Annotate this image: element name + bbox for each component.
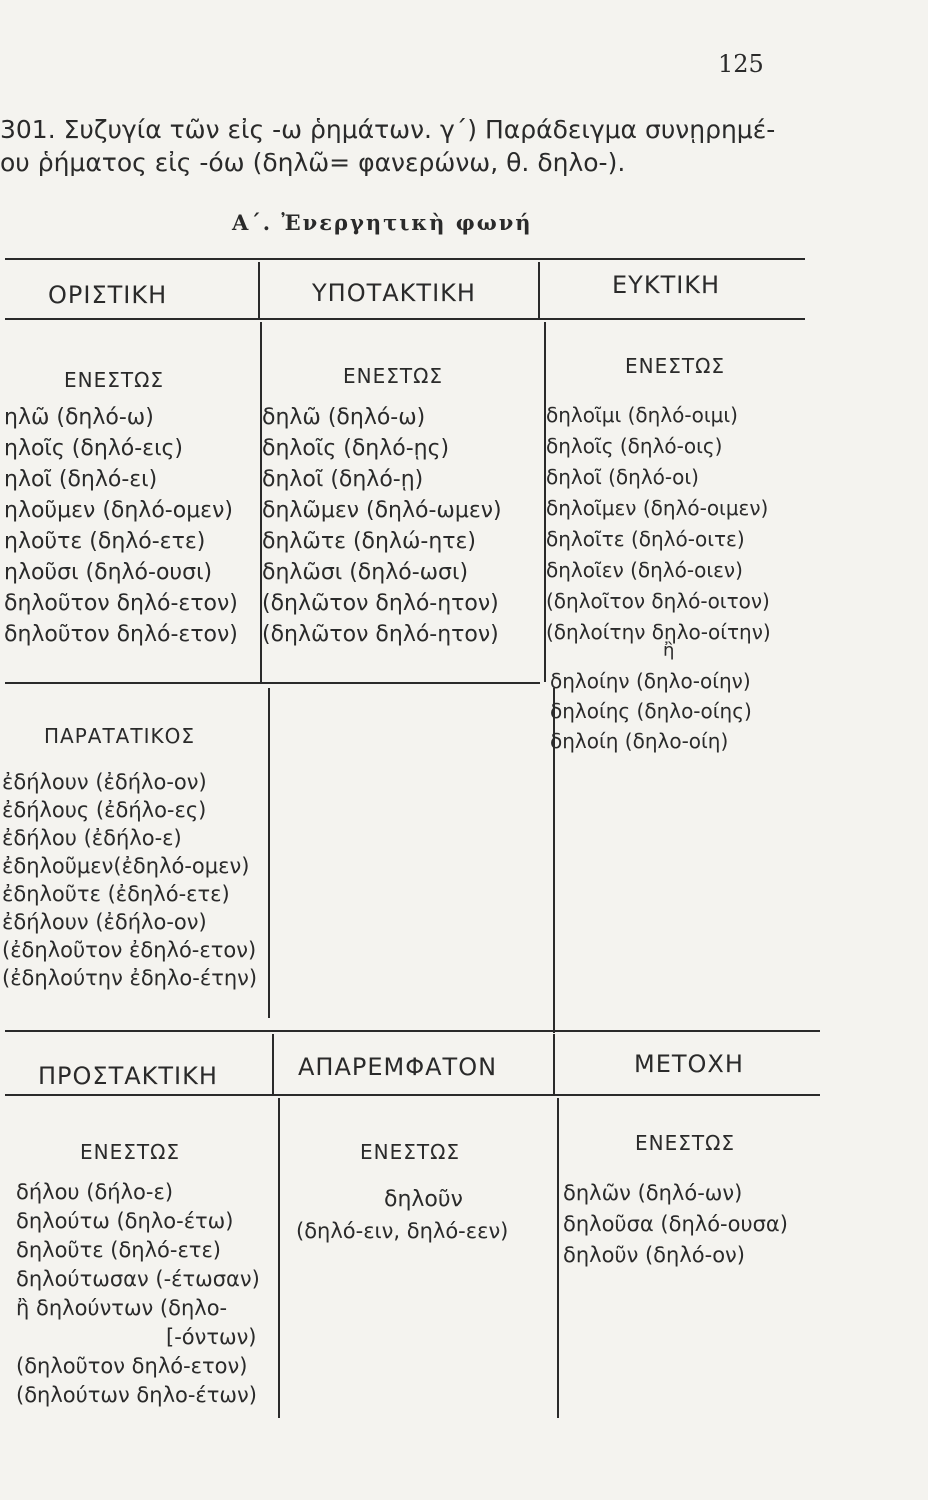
- subjunctive-present-label: ΕΝΕΣΤΩΣ: [343, 364, 444, 388]
- form-line: (ἐδηλοῦτον ἐδηλό-ετον): [2, 938, 257, 962]
- form-line: [-όντων): [166, 1325, 257, 1349]
- optative-alternative-forms: [550, 666, 752, 756]
- form-line: δηλοῦτον δηλό-ετον): [4, 591, 238, 616]
- form-line: δηλοῖεν (δηλό-οιεν): [546, 558, 743, 582]
- form-line: δηλοῖς (δηλό-οις): [546, 434, 723, 458]
- section-title: Α΄. Ἐνεργητικὴ φωνή: [232, 210, 533, 235]
- infinitive-present-form: δηλοῦν: [384, 1187, 463, 1212]
- page-number: 125: [718, 50, 764, 78]
- col-header-participle: ΜΕΤΟΧΗ: [634, 1050, 744, 1078]
- form-line: ἢ δηλούντων (δηλο-: [16, 1296, 228, 1320]
- imperative-present-forms: [16, 1178, 260, 1410]
- col-header-indicative: ΟΡΙΣΤΙΚΗ: [48, 281, 168, 309]
- form-line: ηλοῖς (δηλό-εις): [4, 436, 184, 461]
- top-table-mid-rule: [5, 682, 540, 684]
- form-line: ηλοῦσι (δηλό-ουσι): [4, 560, 213, 585]
- bottom-table-divider-1: [272, 1034, 274, 1094]
- indicative-imperfect-forms: [2, 768, 257, 992]
- form-line: ηλοῖ (δηλό-ει): [4, 467, 158, 492]
- col-header-optative: ΕΥΚΤΙΚΗ: [612, 271, 721, 299]
- bottom-table-divider-2: [553, 1034, 555, 1094]
- form-line: δηλούτωσαν (-έτωσαν): [16, 1267, 260, 1291]
- col-header-subjunctive: ΥΠΟΤΑΚΤΙΚΗ: [312, 279, 476, 307]
- optative-present-forms: [546, 400, 771, 648]
- bottom-table-rule-top: [5, 1030, 820, 1032]
- form-line: (δηλοῦτον δηλό-ετον): [16, 1354, 248, 1378]
- form-line: δηλούτω (δηλο-έτω): [16, 1209, 234, 1233]
- form-line: δηλοῦν (δηλό-ον): [563, 1243, 745, 1267]
- form-line: ἐδηλοῦμεν(ἐδηλό-ομεν): [2, 854, 250, 878]
- form-line: ηλοῦμεν (δηλό-ομεν): [4, 498, 233, 523]
- form-line: δηλοίην (δηλο-οίην): [550, 669, 751, 693]
- col-header-infinitive: ΑΠΑΡΕΜΦΑΤΟΝ: [298, 1053, 498, 1081]
- form-line: δηλοῖμι (δηλό-οιμι): [546, 403, 738, 427]
- participle-present-label: ΕΝΕΣΤΩΣ: [635, 1131, 736, 1155]
- form-line: δηλοῖμεν (δηλό-οιμεν): [546, 496, 769, 520]
- bottom-table-divider-2-body: [557, 1098, 559, 1418]
- form-line: (δηλούτων δηλο-έτων): [16, 1383, 257, 1407]
- optative-or-label: ἢ: [663, 640, 675, 661]
- form-line: δηλῶσι (δηλό-ωσι): [262, 560, 469, 585]
- form-line: ἐδήλουν (ἐδήλο-ον): [2, 770, 207, 794]
- imperative-present-label: ΕΝΕΣΤΩΣ: [80, 1140, 181, 1164]
- form-line: δηλοῖ (δηλό-οι): [546, 465, 699, 489]
- form-line: (δηλοίτην δηλο-οίτην): [546, 620, 771, 644]
- form-line: δήλου (δήλο-ε): [16, 1180, 174, 1204]
- col-header-imperative: ΠΡΟΣΤΑΚΤΙΚΗ: [38, 1062, 218, 1090]
- form-line: δηλοῖς (δηλό-ῃς): [262, 436, 450, 461]
- form-line: ηλοῦτε (δηλό-ετε): [4, 529, 206, 554]
- form-line: δηλοῦτον δηλό-ετον): [4, 622, 238, 647]
- optative-present-label: ΕΝΕΣΤΩΣ: [625, 354, 726, 378]
- top-table-divider-1: [258, 262, 260, 319]
- form-line: (δηλῶτον δηλό-ητον): [262, 591, 499, 616]
- form-line: δηλοῖτε (δηλό-οιτε): [546, 527, 745, 551]
- form-line: δηλῶ (δηλό-ω): [262, 405, 426, 430]
- heading-line-2: ου ῥήματος εἰς -όω (δηλῶ= φανερώνω, θ. δηλο-).: [0, 148, 626, 177]
- subjunctive-present-forms: [262, 402, 502, 650]
- infinitive-present-contraction: (δηλό-ειν, δηλό-εεν): [296, 1219, 509, 1243]
- form-line: δηλοίης (δηλο-οίης): [550, 699, 752, 723]
- indicative-present-label: ΕΝΕΣΤΩΣ: [64, 368, 165, 392]
- bottom-table-rule-header: [5, 1094, 820, 1096]
- indicative-imperfect-label: ΠΑΡΑΤΑΤΙΚΟΣ: [44, 724, 195, 748]
- form-line: ἐδήλουν (ἐδήλο-ον): [2, 910, 207, 934]
- form-line: ἐδηλοῦτε (ἐδηλό-ετε): [2, 882, 230, 906]
- form-line: ἐδήλους (ἐδήλο-ες): [2, 798, 207, 822]
- form-line: δηλοῦτε (δηλό-ετε): [16, 1238, 221, 1262]
- indicative-present-forms: [4, 402, 238, 650]
- top-table-divider-2: [538, 262, 540, 319]
- form-line: (ἐδηλούτην ἐδηλο-έτην): [2, 966, 258, 990]
- form-line: δηλοίη (δηλο-οίη): [550, 729, 729, 753]
- heading-line-1: 301. Συζυγία τῶν εἰς -ω ῥημάτων. γ΄) Παράδειγμα συνῃρημέ-: [0, 115, 776, 144]
- bottom-table-divider-1-body: [278, 1098, 280, 1418]
- top-table-rule-top: [5, 258, 805, 260]
- infinitive-present-label: ΕΝΕΣΤΩΣ: [360, 1140, 461, 1164]
- form-line: δηλῶν (δηλό-ων): [563, 1181, 743, 1205]
- form-line: (δηλοῖτον δηλό-οιτον): [546, 589, 770, 613]
- form-line: δηλοῦσα (δηλό-ουσα): [563, 1212, 788, 1236]
- form-line: δηλῶτε (δηλώ-ητε): [262, 529, 477, 554]
- form-line: ηλῶ (δηλό-ω): [4, 405, 154, 430]
- top-table-rule-header: [5, 318, 805, 320]
- form-line: δηλῶμεν (δηλό-ωμεν): [262, 498, 502, 523]
- form-line: δηλοῖ (δηλό-ῃ): [262, 467, 424, 492]
- form-line: (δηλῶτον δηλό-ητον): [262, 622, 499, 647]
- participle-present-forms: [563, 1178, 788, 1271]
- form-line: ἐδήλου (ἐδήλο-ε): [2, 826, 182, 850]
- top-table-divider-3: [268, 688, 270, 1018]
